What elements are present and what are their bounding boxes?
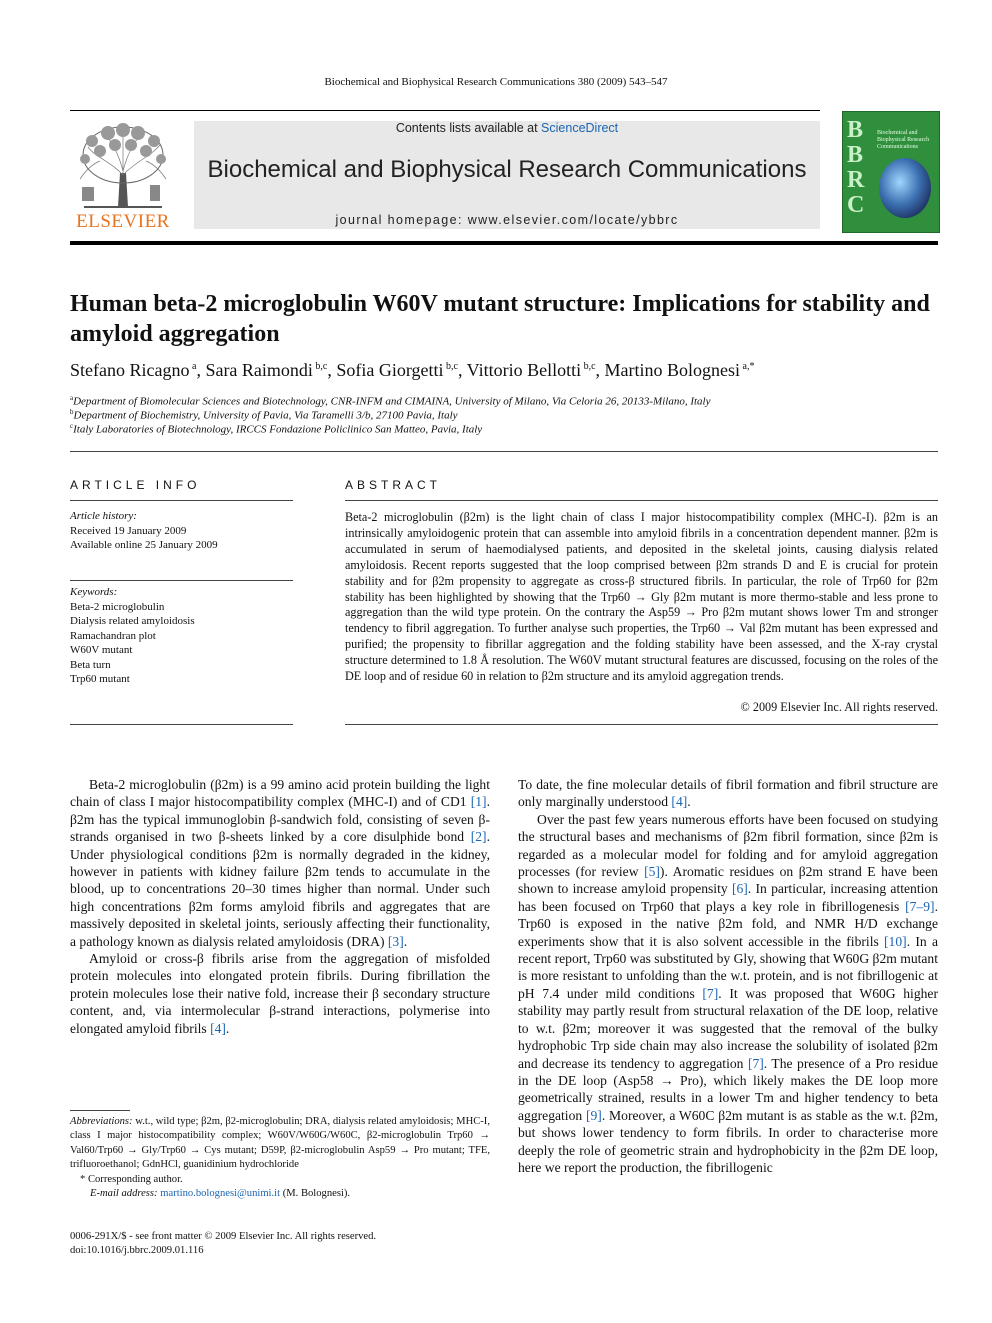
citation-link[interactable]: [4] xyxy=(671,794,688,810)
citation-link[interactable]: [10] xyxy=(884,933,907,949)
journal-title: Biochemical and Biophysical Research Communications xyxy=(207,156,807,183)
body-paragraph: To date, the fine molecular details of fibril formation and fibril structure are only marginally understood [4]. xyxy=(518,777,938,810)
cover-letters xyxy=(847,118,864,218)
journal-reference: Biochemical and Biophysical Research Communications 380 (2009) 543–547 xyxy=(324,76,668,88)
author-name[interactable]: Stefano Ricagno xyxy=(70,360,190,380)
cover-letter: B xyxy=(847,142,864,168)
abstract-heading: ABSTRACT xyxy=(345,478,442,492)
cover-letter: R xyxy=(847,167,865,193)
citation-link[interactable]: [9] xyxy=(585,1107,602,1123)
contents-line xyxy=(194,121,820,135)
header-rule xyxy=(70,110,820,111)
cover-image-icon xyxy=(879,158,931,218)
body-paragraph: Beta-2 microglobulin (β2m) is a 99 amino acid protein building the light chain of class I major histocompatibility complex (MHC-I) and of CD1 [1]. β2m has the typical immunoglobin β-sandwich fold, consisting of seven β-strands organised in two β-sheets linked by a core disulphide bond [2]. Under physiological conditions β2m is normally degraded in the kidney, however in patients with kidney failure β2m tends to accumulate in the blood, up to concentrations 20–30 times higher than normal. Under such high concentrations β2m forms amyloid fibrils and aggregates that are massively deposited in skeletal joints, seriously affecting their functionality, a pathology known as dialysis related amyloidosis (DRA) [3]. xyxy=(70,777,490,949)
history-label: Article history: xyxy=(70,510,137,522)
author-name[interactable]: Vittorio Bellotti xyxy=(466,360,582,380)
keyword: Trp60 mutant xyxy=(70,673,130,685)
citation-link[interactable]: [5] xyxy=(644,864,660,880)
sciencedirect-link[interactable]: ScienceDirect xyxy=(541,121,619,135)
citation-link[interactable]: [4] xyxy=(210,1020,226,1036)
author-affiliation-marker: b,c xyxy=(443,361,458,372)
doi-link[interactable]: doi:10.1016/j.bbrc.2009.01.116 xyxy=(70,1245,204,1257)
author-affiliation-marker: b,c xyxy=(581,361,596,372)
footnotes xyxy=(70,1115,490,1201)
author-list: Stefano Ricagno $^a$, Sara Raimondi $^{b,c}$, Sofia Giorgetti $^{b,c}$, Vittorio Bellotti $^{b,c}$, Martino Bolognesi $^{a,*}$ xyxy=(70,360,755,380)
body-right-column xyxy=(518,776,938,1176)
elsevier-tree-icon xyxy=(70,121,176,209)
abbreviations-footnote: Abbreviations: w.t., wild type; β2m, β2-microglobulin; DRA, dialysis related amyloidosis; MHC-I, class I major histocompatibility complex; W60V/W60G/W60C, β2-microglobulin Trp60 → Val60/Trp60 → Gly/Trp60 → Cys mutant; D59P, β2-microglobulin Asp59 → Pro mutant; TFE, trifluoroethanol; GdnHCl, guanidinium hydrochloride xyxy=(70,1116,490,1171)
front-matter-info xyxy=(70,1230,490,1259)
body-paragraph: Amyloid or cross-β fibrils arise from the aggregation of misfolded protein molecules into elongated protein fibrils. During fibrillation the protein molecules lose their native fold, increase their β secondary structure content, and, via intermolecular β-strand interactions, polymerise into elongated amyloid fibrils [4]. xyxy=(70,951,490,1036)
article-history xyxy=(70,509,293,553)
affiliation-a: $^a$Department of Biomolecular Sciences and Biotechnology, CNR-INFM and CIMAINA, University of Milano, Via Celoria 26, 20133-Milano, Italy xyxy=(70,394,711,408)
email-link[interactable]: martino.bolognesi@unimi.it xyxy=(160,1188,281,1200)
citation-link[interactable]: [2] xyxy=(470,829,487,845)
elsevier-wordmark: ELSEVIER xyxy=(76,211,170,232)
contents-prefix: Contents lists available at xyxy=(395,121,542,135)
affiliation-b: $^b$Department of Biochemistry, University of Pavia, Via Taramelli 3/b, 27100 Pavia, Italy xyxy=(70,408,458,422)
keywords-block xyxy=(70,585,293,687)
keyword: Beta-2 microglobulin xyxy=(70,600,165,613)
cover-title: Biochemical and Biophysical Research Communications xyxy=(877,130,930,150)
keyword: W60V mutant xyxy=(70,644,133,656)
cover-letter: C xyxy=(847,192,865,218)
available-date: Available online 25 January 2009 xyxy=(70,539,218,551)
keyword: Ramachandran plot xyxy=(70,629,156,642)
article-info-bottom-rule xyxy=(70,724,293,725)
citation-link[interactable]: [1] xyxy=(470,794,487,810)
abstract-rule xyxy=(345,500,938,501)
article-info-rule xyxy=(70,500,293,501)
body-paragraph: Over the past few years numerous efforts have been focused on studying the structural bases and mechanisms of β2m fibril formation, since β2m is regarded as a molecular model for folding and for amyloid aggregation processes (for review [5]). Aromatic residues on β2m strand E have been shown to increase amyloid propensity [6]. In particular, increasing attention has been focused on Trp60 that plays a key role in fibrillogenesis [7–9]. Trp60 is exposed in the native β2m fold, and NMR H/D exchange experiments show that it is also solvent accessible in the fibrils [10]. In a recent report, Trp60 was substituted by Gly, showing that W60G β2m mutant is more resistant to unfolding than the w.t. protein, and is not fibrillogenic at pH 7.4 under mild conditions [7]. It was proposed that W60G higher stability may partly result from structural relaxation of the DE loop, relative to w.t. β2m; moreover it was suggested that the removal of the bulky hydrophobic Trp side chain may also increase the solubility of isolated β2m and decrease its tendency to aggregation [7]. The presence of a Pro residue in the DE loop (Asp58 → Pro), which likely makes the DE loop more geometrically strained, results in a lower Tm and higher tendency to beta aggregation [9]. Moreover, a W60C β2m mutant is as stable as the w.t. β2m, but shows lower tendency to form fibrils. In order to characterise more deeply the role of geometric strain and hydrophobicity in the β2m DE loop, here we report the production, the fibrillogenic xyxy=(518,811,938,1175)
author-affiliation-marker: a,* xyxy=(740,361,755,372)
body-left-column xyxy=(70,776,490,1037)
journal-homepage-link[interactable]: journal homepage: www.elsevier.com/locate/ybbrc xyxy=(335,213,679,227)
masthead-rule xyxy=(70,241,938,245)
author-name[interactable]: Sara Raimondi xyxy=(205,360,313,380)
citation-link[interactable]: [6] xyxy=(731,881,748,897)
citation-link[interactable]: [7] xyxy=(702,985,719,1001)
citation-link[interactable]: [7] xyxy=(747,1055,764,1071)
author-affiliation-marker: a xyxy=(189,361,197,372)
author-name[interactable]: Martino Bolognesi xyxy=(604,360,741,380)
citation-link[interactable]: [7–9] xyxy=(905,898,935,914)
abstract-text: Beta-2 microglobulin (β2m) is the light chain of class I major histocompatibility complex (MHC-I). β2m is an intrinsically amyloidogenic protein that can assemble into amyloid fibrils in a concentration dependent manner. β2m is accumulated in serum of haemodialysed patients, and deposited in the skeletal joints, causing dialysis related amyloidosis. Recent reports suggested that the loop comprised between β2m strands D and E is crucial for protein stability and for β2m propensity to aggregate as cross-β structured fibrils. In particular, the role of Trp60 for β2m stability has been highlighted by showing that the Trp60 → Gly β2m mutant is more thermo-stable and less prone to aggregation than the wild type protein. On the contrary the Asp59 → Pro β2m mutant shows lower Tm and stronger tendency to fibril aggregation. To further analyse such properties, the Trp60 → Val β2m mutant has been expressed and purified; the propensity to fibrillar aggregation and the folding stability have been assessed, and the X-ray crystal structure determined to 1.8 Å resolution. The W60V mutant structural features are discussed, focusing on the roles of the DE loop and of residue 60 in relation to β2m structure and its amyloid aggregation trends. xyxy=(345,510,938,684)
author-affiliation-marker: b,c xyxy=(312,361,328,372)
journal-banner xyxy=(194,121,820,229)
elsevier-logo[interactable] xyxy=(70,121,176,233)
keyword: Dialysis related amyloidosis xyxy=(70,615,195,627)
footnote-rule xyxy=(70,1110,130,1111)
corresponding-author-note: * Corresponding author. xyxy=(80,1173,183,1185)
citation-link[interactable]: [3] xyxy=(387,933,404,949)
journal-cover-thumbnail[interactable] xyxy=(842,111,940,233)
received-date: Received 19 January 2009 xyxy=(70,524,187,537)
issn-line: 0006-291X/$ - see front matter © 2009 Elsevier Inc. All rights reserved. xyxy=(70,1231,377,1242)
keyword: Beta turn xyxy=(70,658,111,671)
email-note: E-mail address: martino.bolognesi@unimi.it (M. Bolognesi). xyxy=(90,1188,351,1200)
article-info-heading: ARTICLE INFO xyxy=(70,478,201,492)
author-name[interactable]: Sofia Giorgetti xyxy=(336,360,444,380)
abstract-bottom-rule xyxy=(345,724,938,725)
article-title: Human beta-2 microglobulin W60V mutant structure: Implications for stability and amyloid aggregation xyxy=(70,291,930,347)
keywords-rule xyxy=(70,580,293,581)
abstract-copyright: © 2009 Elsevier Inc. All rights reserved. xyxy=(740,700,938,714)
keywords-label: Keywords: xyxy=(70,586,118,598)
section-divider xyxy=(70,451,938,452)
cover-letter: B xyxy=(847,117,864,143)
affiliation-c: $^c$Italy Laboratories of Biotechnology, IRCCS Fondazione Policlinico San Matteo, Pavia, Italy xyxy=(70,422,483,436)
